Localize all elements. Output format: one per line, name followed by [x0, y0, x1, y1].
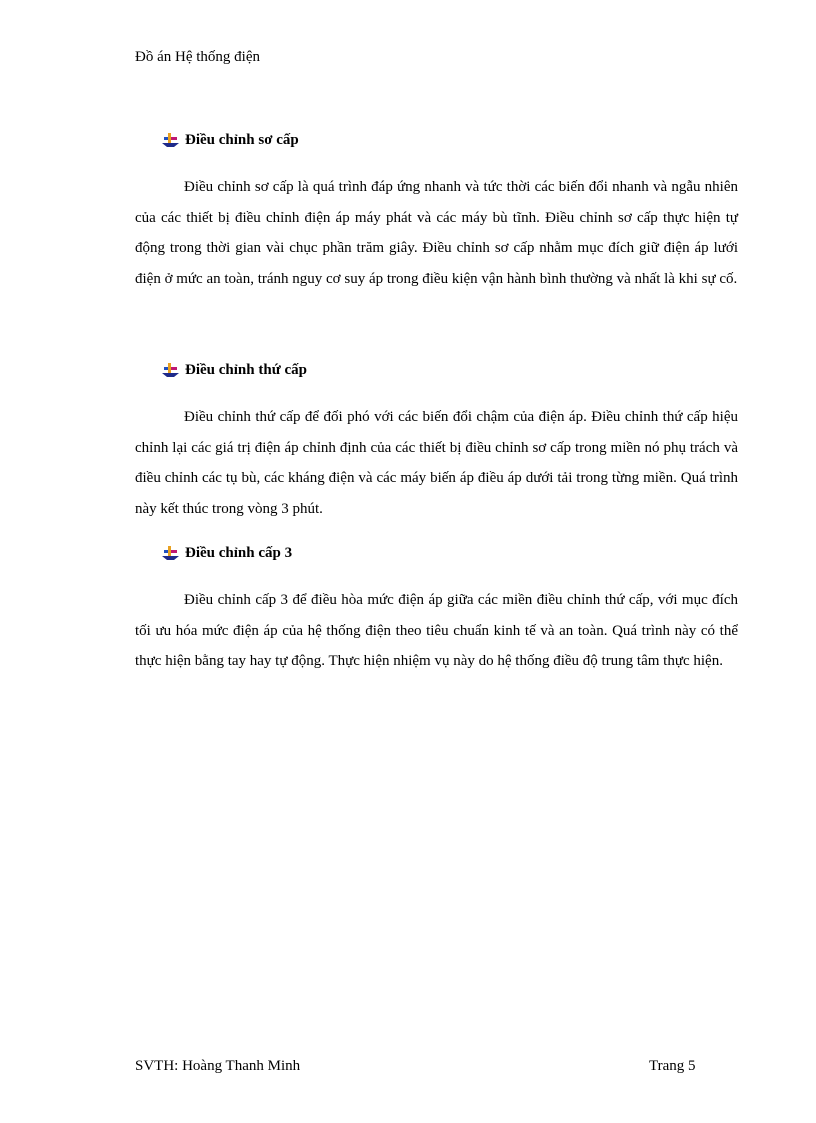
- section-paragraph: Điều chỉnh sơ cấp là quá trình đáp ứng nhanh và tức thời các biến đổi nhanh và ngẫu nhiên của các thiết bị điều chỉnh điện áp máy phát và các máy bù tĩnh. Điều chỉnh sơ cấp thực hiện tự động trong thời gian vài chục phần trăm giây. Điều chỉnh sơ cấp nhằm mục đích giữ điện áp lưới điện ở mức an toàn, tránh nguy cơ suy áp trong điều kiện vận hành bình thường và nhất là khi sự cố.: [135, 179, 738, 287]
- section-heading-tertiary: [162, 545, 292, 562]
- bullet-arrow-icon: [162, 546, 180, 562]
- section-heading-primary: [162, 132, 299, 149]
- section-heading-text: Điều chỉnh cấp 3: [185, 545, 293, 561]
- section-paragraph: Điều chỉnh cấp 3 để điều hòa mức điện áp giữa các miền điều chỉnh thứ cấp, với mục đích tối ưu hóa mức điện áp của hệ thống điện theo tiêu chuẩn kinh tế và an toàn. Quá trình này có thể thực hiện bằng tay hay tự động. Thực hiện nhiệm vụ này do hệ thống điều độ trung tâm thực hiện.: [135, 592, 738, 670]
- bullet-arrow-icon: [162, 133, 180, 149]
- footer-page-number: Trang 5: [649, 1058, 696, 1074]
- section-paragraph: Điều chỉnh thứ cấp để đối phó với các biến đổi chậm của điện áp. Điều chỉnh thứ cấp hiệu chỉnh lại các giá trị điện áp chỉnh định của các thiết bị điều chỉnh sơ cấp trong miền nó phụ trách và điều chỉnh các tụ bù, các kháng điện và các máy biến áp điều áp dưới tải trong từng miền. Quá trình này kết thúc trong vòng 3 phút.: [135, 409, 738, 517]
- section-heading-secondary: [162, 362, 307, 379]
- section-heading-text: Điều chỉnh sơ cấp: [185, 132, 299, 148]
- bullet-arrow-icon: [162, 363, 180, 379]
- section-heading-text: Điều chỉnh thứ cấp: [185, 362, 307, 378]
- page-header: Đồ án Hệ thống điện: [135, 49, 260, 65]
- footer-author: SVTH: Hoàng Thanh Minh: [135, 1058, 301, 1074]
